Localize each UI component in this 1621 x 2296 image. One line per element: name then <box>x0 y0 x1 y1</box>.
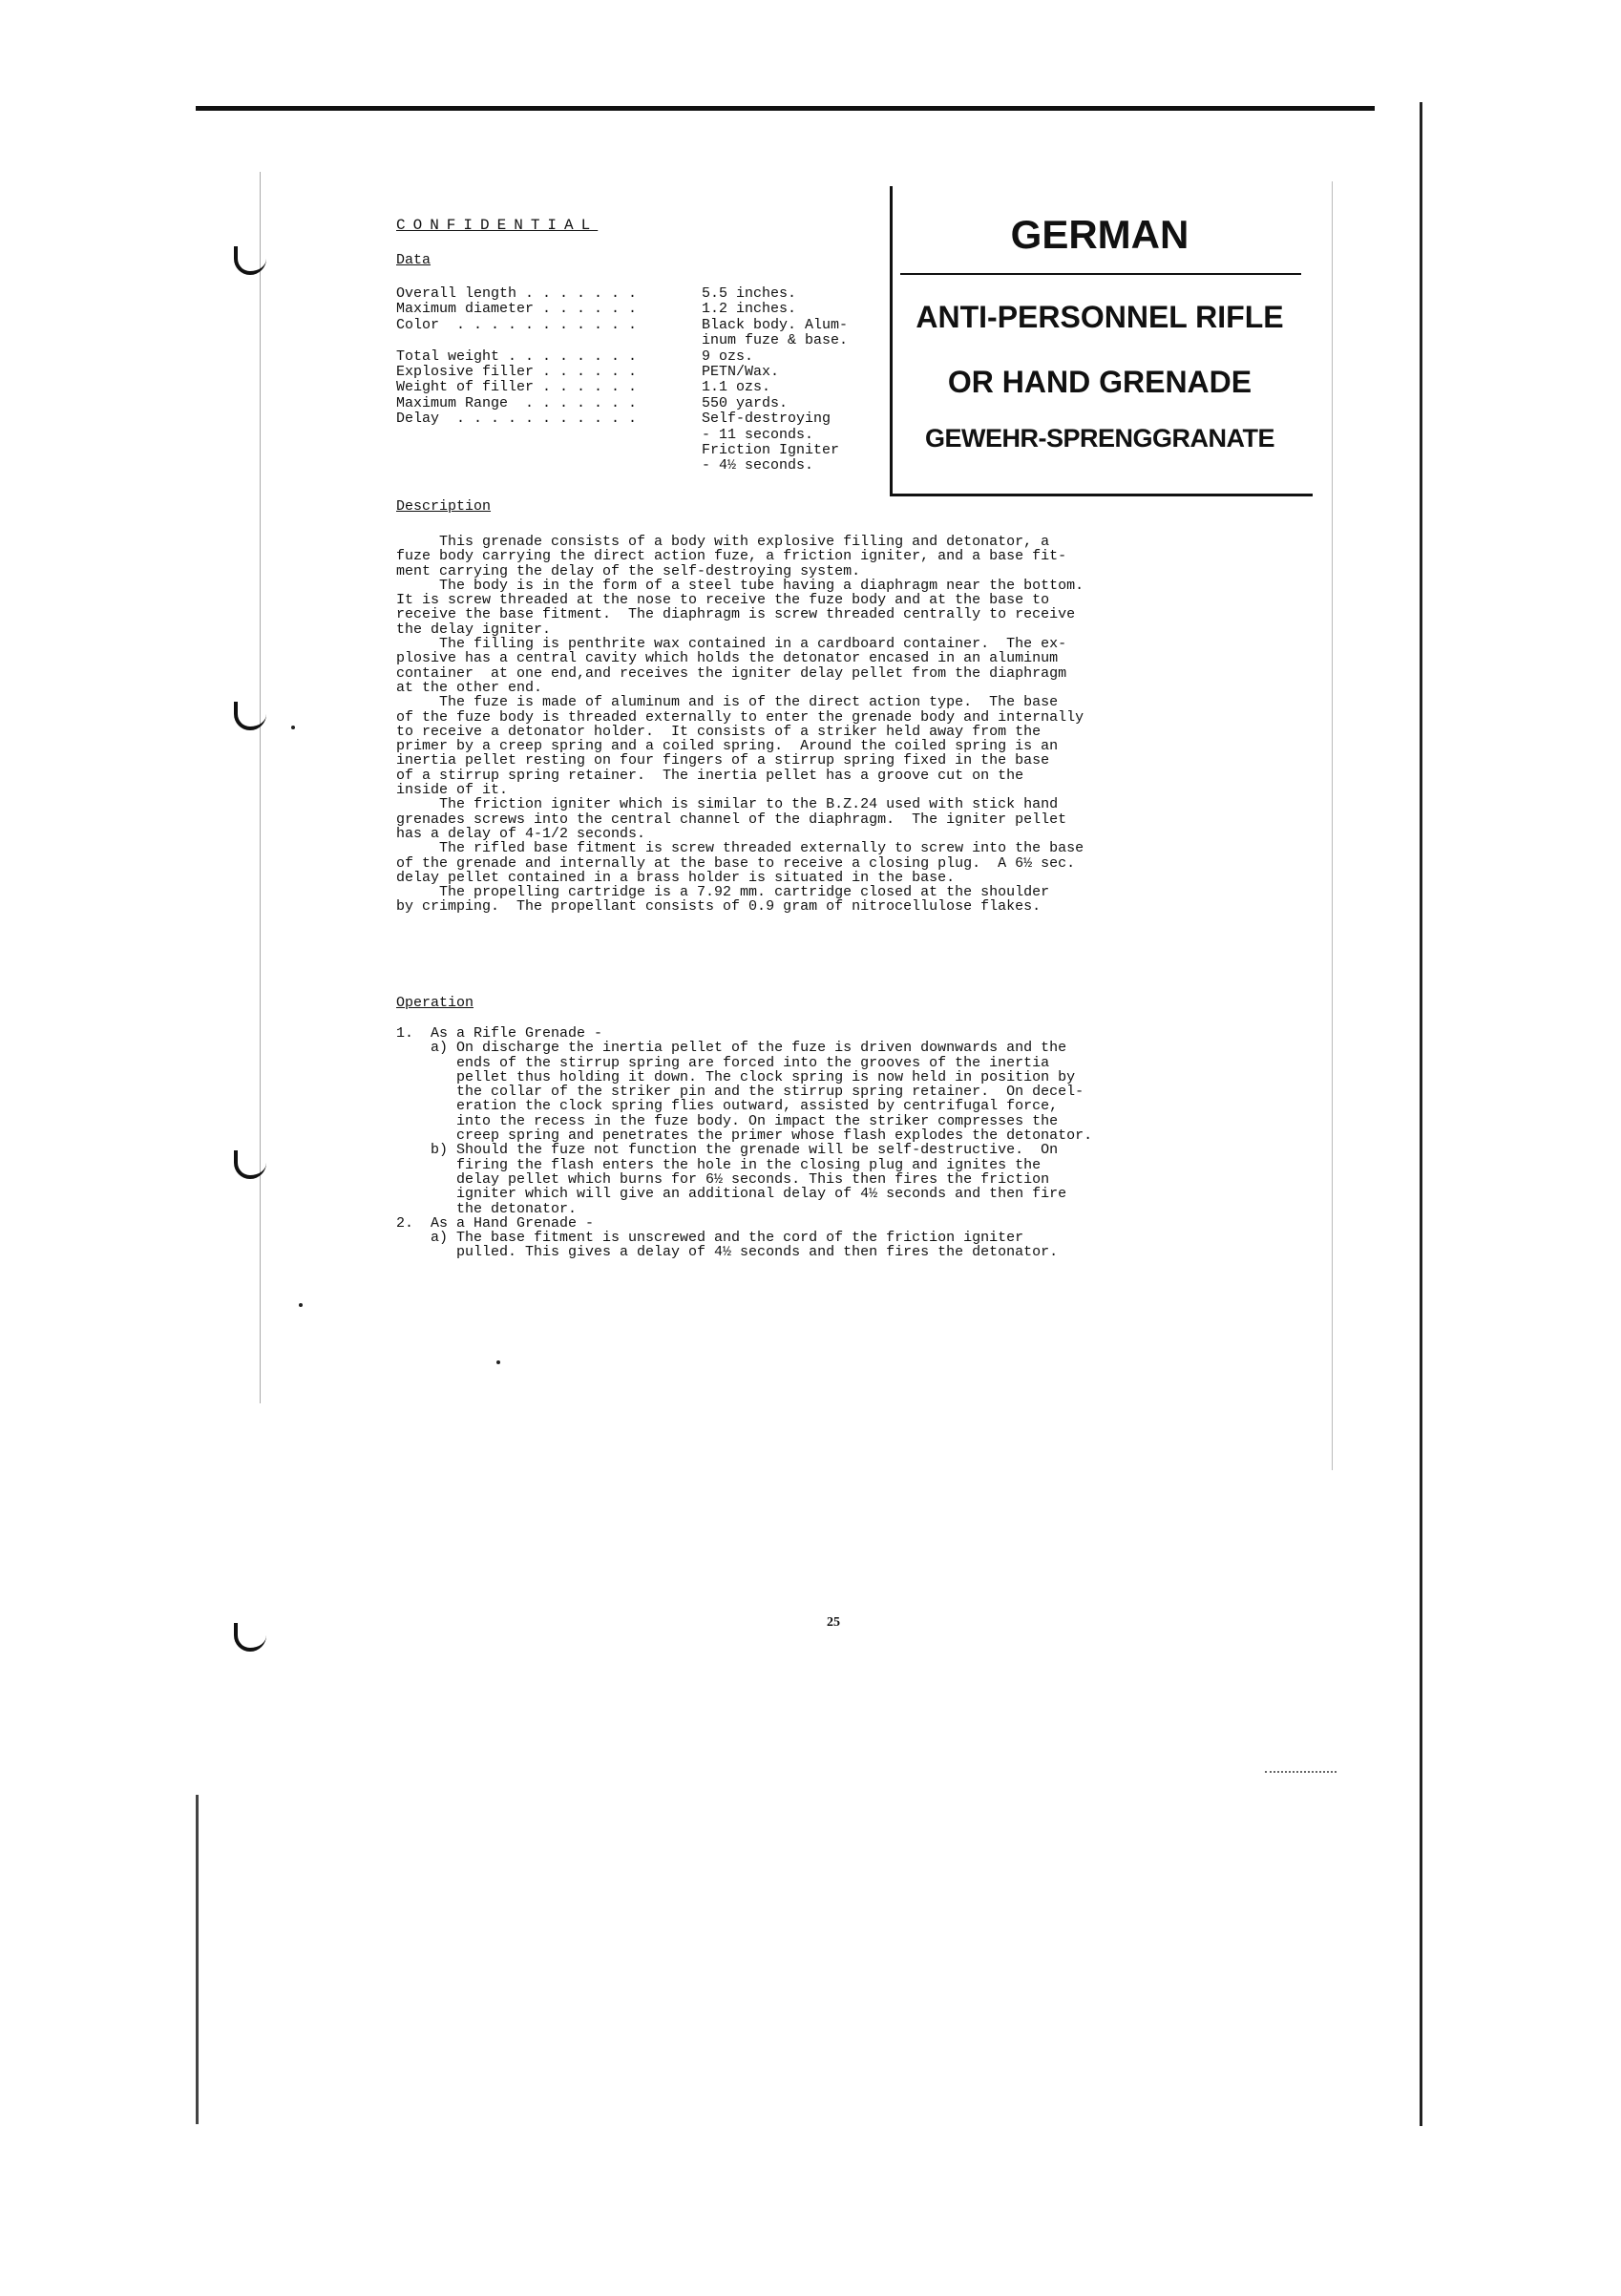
data-row <box>396 443 848 458</box>
title-weapon: ANTI-PERSONNEL RIFLE <box>916 300 1284 334</box>
text-line: The friction igniter which is similar to the B.Z.24 used with stick hand <box>396 796 1059 813</box>
text-line: the detonator. <box>396 1200 578 1217</box>
text-line: inside of it. <box>396 782 509 799</box>
page-number: 25 <box>827 1615 840 1630</box>
text-line: pulled. This gives a delay of 4½ seconds and then fires the detonator. <box>396 1244 1059 1261</box>
text-line: The rifled base fitment is screw threaded externally to screw into the base <box>396 840 1084 857</box>
data-label: Weight of filler . . . . . . <box>396 379 638 396</box>
data-row <box>396 396 848 411</box>
text-line: The filling is penthrite wax contained in a cardboard container. The ex- <box>396 636 1067 653</box>
text-line: grenades screws into the central channel of the diaphragm. The igniter pellet <box>396 811 1067 828</box>
text-line: b) Should the fuze not function the grenade will be self-destructive. On <box>396 1142 1059 1159</box>
data-value: Black body. Alum- <box>702 316 849 333</box>
text-line: ment carrying the delay of the self-destroying system. <box>396 562 861 579</box>
operation-body <box>396 1026 1092 1260</box>
data-label: Delay . . . . . . . . . . . <box>396 411 638 428</box>
data-label: Explosive filler . . . . . . <box>396 364 638 381</box>
text-line: of the fuze body is threaded externally to enter the grenade body and internally <box>396 708 1084 726</box>
data-value: 1.1 ozs. <box>702 379 771 396</box>
title-country: GERMAN <box>1010 212 1189 257</box>
data-value: 5.5 inches. <box>702 285 797 302</box>
data-value: Self-destroying <box>702 411 832 428</box>
text-line: It is screw threaded at the nose to receive the fuze body and at the base to <box>396 592 1050 609</box>
data-label <box>396 443 702 458</box>
scan-speck <box>291 726 295 729</box>
text-line: a) On discharge the inertia pellet of the fuze is driven downwards and the <box>396 1040 1067 1057</box>
data-row <box>396 286 848 302</box>
data-row <box>396 302 848 317</box>
text-line: delay pellet which burns for 6½ seconds. This then fires the friction <box>396 1170 1050 1188</box>
text-line: primer by a creep spring and a coiled spring. Around the coiled spring is an <box>396 738 1059 755</box>
text-line: creep spring and penetrates the primer whose flash explodes the detonator. <box>396 1127 1093 1145</box>
text-line: igniter which will give an additional delay of 4½ seconds and then fire <box>396 1186 1067 1203</box>
text-line: eration the clock spring flies outward, assisted by centrifugal force, <box>396 1098 1059 1115</box>
text-line: of a stirrup spring retainer. The inertia pellet has a groove cut on the <box>396 767 1024 784</box>
data-label: Overall length . . . . . . . <box>396 285 638 302</box>
data-row <box>396 349 848 365</box>
text-line: ends of the stirrup spring are forced into the grooves of the inertia <box>396 1054 1050 1071</box>
description-heading: Description <box>396 498 492 515</box>
title-divider <box>900 273 1301 275</box>
right-border-rule <box>1420 102 1422 2126</box>
data-table <box>396 286 848 474</box>
data-label: Total weight . . . . . . . . <box>396 348 638 365</box>
data-value: PETN/Wax. <box>702 364 780 381</box>
text-line: This grenade consists of a body with explosive filling and detonator, a <box>396 534 1050 550</box>
text-line: receive the base fitment. The diaphragm is screw threaded centrally to receive <box>396 606 1076 623</box>
data-value: Friction Igniter <box>702 442 840 459</box>
data-label: Maximum diameter . . . . . . <box>396 301 638 318</box>
text-line: 2. As a Hand Grenade - <box>396 1214 595 1232</box>
data-label <box>396 458 702 474</box>
data-label <box>396 333 702 348</box>
data-value: 9 ozs. <box>702 348 754 365</box>
left-border-rule <box>196 1795 199 2124</box>
data-value: inum fuze & base. <box>702 332 849 349</box>
bottom-dotted-mark <box>1265 1771 1337 1773</box>
data-heading: Data <box>396 252 432 268</box>
top-border-rule <box>196 106 1375 111</box>
text-line: 1. As a Rifle Grenade - <box>396 1025 603 1042</box>
text-line: The propelling cartridge is a 7.92 mm. cartridge closed at the shoulder <box>396 884 1050 901</box>
data-row <box>396 428 848 443</box>
text-line: the delay igniter. <box>396 621 552 638</box>
scan-speck <box>496 1360 500 1364</box>
left-margin-line <box>260 172 261 1403</box>
right-margin-line <box>1332 181 1333 1470</box>
data-value: 550 yards. <box>702 394 789 411</box>
data-row <box>396 458 848 474</box>
binder-hole-mark <box>234 702 266 730</box>
text-line: firing the flash enters the hole in the closing plug and ignites the <box>396 1156 1042 1173</box>
text-line: to receive a detonator holder. It consists of a striker held away from the <box>396 723 1042 740</box>
binder-hole-mark <box>234 1623 266 1652</box>
description-body <box>396 535 1274 915</box>
text-line: pellet thus holding it down. The clock spring is now held in position by <box>396 1068 1076 1085</box>
confidential-marking: CONFIDENTIAL <box>396 217 599 234</box>
data-label: Maximum Range . . . . . . . <box>396 394 638 411</box>
data-label <box>396 428 702 443</box>
data-row <box>396 411 848 427</box>
text-line: at the other end. <box>396 679 543 696</box>
text-line: The fuze is made of aluminum and is of the direct action type. The base <box>396 694 1059 711</box>
text-line: delay pellet contained in a brass holder is situated in the base. <box>396 869 956 886</box>
title-german-name: GEWEHR-SPRENGGRANATE <box>924 424 1274 453</box>
data-row <box>396 333 848 348</box>
text-line: of the grenade and internally at the base to receive a closing plug. A 6½ sec. <box>396 854 1076 872</box>
data-value: - 4½ seconds. <box>702 457 814 474</box>
text-line: inertia pellet resting on four fingers of a stirrup spring fixed in the base <box>396 752 1050 769</box>
text-line: The body is in the form of a steel tube having a diaphragm near the bottom. <box>396 577 1084 594</box>
title-weapon-alt: OR HAND GRENADE <box>947 365 1253 399</box>
text-line: a) The base fitment is unscrewed and the cord of the friction igniter <box>396 1230 1024 1247</box>
text-line: fuze body carrying the direct action fuze, a friction igniter, and a base fit- <box>396 548 1067 565</box>
text-line: the collar of the striker pin and the stirrup spring retainer. On decel- <box>396 1084 1084 1101</box>
text-line: plosive has a central cavity which holds the detonator encased in an aluminum <box>396 650 1059 667</box>
data-row <box>396 380 848 395</box>
data-label: Color . . . . . . . . . . . <box>396 316 638 333</box>
data-row <box>396 318 848 333</box>
data-value: 1.2 inches. <box>702 301 797 318</box>
scan-speck <box>299 1303 303 1307</box>
data-value: - 11 seconds. <box>702 426 814 443</box>
text-line: into the recess in the fuze body. On impact the striker compresses the <box>396 1112 1059 1129</box>
text-line: has a delay of 4-1/2 seconds. <box>396 825 646 842</box>
binder-hole-mark <box>234 246 266 275</box>
operation-heading: Operation <box>396 995 474 1011</box>
text-line: container at one end,and receives the igniter delay pellet from the diaphragm <box>396 664 1067 682</box>
text-line: by crimping. The propellant consists of 0.9 gram of nitrocellulose flakes. <box>396 898 1042 916</box>
binder-hole-mark <box>234 1150 266 1179</box>
data-row <box>396 365 848 380</box>
